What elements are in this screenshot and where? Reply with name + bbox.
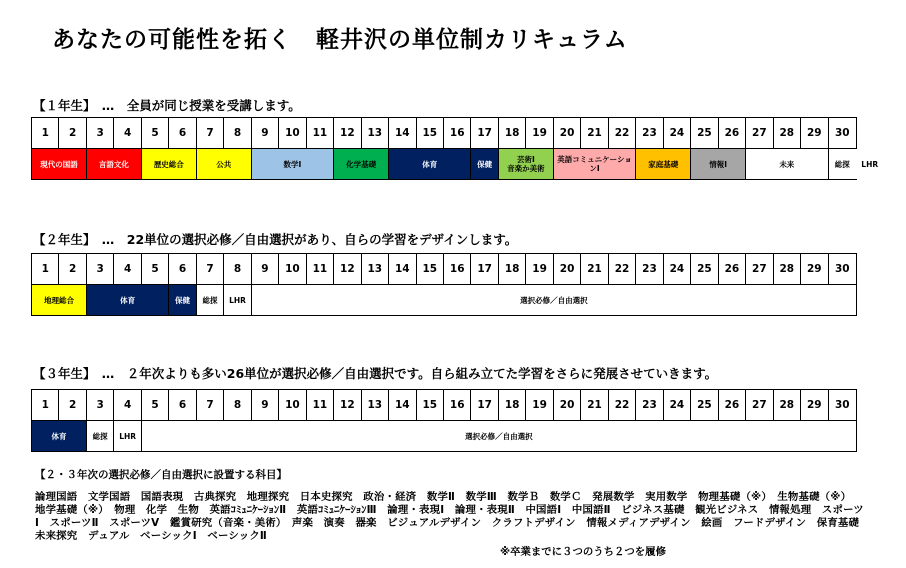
unit-number-cell: 10	[279, 390, 306, 420]
elective-subjects-heading: 【２・３年次の選択必修／自由選択に設置する科目】	[35, 469, 287, 481]
unit-number-cell: 29	[801, 254, 828, 284]
unit-number-cell: 13	[362, 118, 389, 148]
unit-number-cell: 23	[636, 118, 663, 148]
grade2-unit-numbers	[32, 254, 856, 285]
subject-cell: 選択必修／自由選択	[142, 421, 856, 451]
unit-number-cell: 24	[664, 118, 691, 148]
unit-number-cell: 8	[224, 254, 251, 284]
subject-cell: 選択必修／自由選択	[252, 285, 856, 315]
unit-number-cell: 14	[389, 390, 416, 420]
grade2-subjects	[32, 285, 856, 315]
unit-number-cell: 26	[719, 254, 746, 284]
unit-number-cell: 21	[581, 118, 608, 148]
subject-cell: 数学Ⅰ	[252, 149, 334, 179]
unit-number-cell: 27	[746, 118, 773, 148]
elective-subjects-list: 論理国語 文学国語 国語表現 古典探究 地理探究 日本史探究 政治・経済 数学Ⅱ 数学Ⅲ 数学Ｂ 数学Ｃ 発展数学 実用数学 物理基礎（※） 生物基礎（※） 地学基礎（※） 物理 化学 生物 英語ｺﾐｭﾆｹｰｼｮﾝⅡ 英語ｺﾐｭﾆｹｰｼｮﾝⅢ 論理・表現Ⅰ 論理・表現Ⅱ 中国語Ⅰ 中国語Ⅱ ビジネス基礎 観光ビジネス 情報処理 スポーツⅠ スポーツⅡ スポーツⅤ 鑑賞研究（音楽・美術） 声楽 演奏 器楽 ビジュアルデザイン クラフトデザイン 情報メディアデザイン 絵画 フードデザイン 保育基礎 未来探究 デュアル ベーシックⅠ ベーシックⅡ	[35, 491, 870, 542]
unit-number-cell: 4	[114, 118, 141, 148]
unit-number-cell: 25	[691, 254, 718, 284]
subject-cell: LHR	[856, 149, 883, 179]
subject-cell: LHR	[224, 285, 251, 315]
subject-cell: 歴史総合	[142, 149, 197, 179]
unit-number-cell: 2	[59, 254, 86, 284]
unit-number-cell: 11	[307, 390, 334, 420]
unit-number-cell: 6	[169, 118, 196, 148]
unit-number-cell: 16	[444, 390, 471, 420]
unit-number-cell: 19	[526, 118, 553, 148]
subject-cell: 情報Ⅰ	[691, 149, 746, 179]
subject-cell: 地理総合	[32, 285, 87, 315]
unit-number-cell: 4	[114, 254, 141, 284]
unit-number-cell: 20	[554, 390, 581, 420]
grade3-subjects	[32, 421, 856, 451]
unit-number-cell: 17	[471, 254, 498, 284]
unit-number-cell: 22	[609, 390, 636, 420]
unit-number-cell: 21	[581, 390, 608, 420]
unit-number-cell: 12	[334, 118, 361, 148]
unit-number-cell: 6	[169, 254, 196, 284]
subject-cell: 体育	[87, 285, 169, 315]
unit-number-cell: 26	[719, 118, 746, 148]
unit-number-cell: 11	[307, 254, 334, 284]
subject-cell: LHR	[114, 421, 141, 451]
unit-number-cell: 3	[87, 118, 114, 148]
subject-cell: 現代の国語	[32, 149, 87, 179]
unit-number-cell: 3	[87, 390, 114, 420]
unit-number-cell: 22	[609, 254, 636, 284]
unit-number-cell: 5	[142, 118, 169, 148]
unit-number-cell: 1	[32, 390, 59, 420]
unit-number-cell: 19	[526, 390, 553, 420]
unit-number-cell: 18	[499, 254, 526, 284]
unit-number-cell: 25	[691, 118, 718, 148]
unit-number-cell: 12	[334, 390, 361, 420]
grade3-unit-numbers	[32, 390, 856, 421]
unit-number-cell: 20	[554, 118, 581, 148]
grade1-heading: 【１年生】 … 全員が同じ授業を受講します。	[33, 98, 301, 113]
subject-cell: 保健	[471, 149, 498, 179]
unit-number-cell: 2	[59, 390, 86, 420]
unit-number-cell: 15	[417, 254, 444, 284]
unit-number-cell: 15	[417, 390, 444, 420]
grade1-subjects	[32, 149, 879, 179]
unit-number-cell: 19	[526, 254, 553, 284]
subject-cell: 総探	[829, 149, 856, 179]
unit-number-cell: 11	[307, 118, 334, 148]
subject-cell: 家庭基礎	[636, 149, 691, 179]
unit-number-cell: 30	[834, 127, 850, 139]
unit-number-cell: 29	[801, 118, 828, 148]
unit-number-cell: 9	[252, 118, 279, 148]
unit-number-cell: 9	[252, 390, 279, 420]
grade3-timetable	[31, 389, 857, 452]
grade1-timetable	[31, 117, 879, 180]
subject-cell: 言語文化	[87, 149, 142, 179]
elective-subjects-note: ※卒業までに３つのうち２つを履修	[500, 546, 666, 558]
unit-number-cell: 18	[499, 390, 526, 420]
unit-number-cell: 18	[499, 118, 526, 148]
unit-number-cell: 30	[834, 263, 850, 275]
grade3-heading: 【３年生】 … ２年次よりも多い26単位が選択必修／自由選択です。自ら組み立てた学習をさらに発展させていきます。	[33, 366, 718, 381]
unit-number-cell: 21	[581, 254, 608, 284]
unit-number-cell: 24	[664, 254, 691, 284]
unit-number-cell: 9	[252, 254, 279, 284]
unit-number-cell: 27	[746, 254, 773, 284]
unit-number-cell: 7	[197, 118, 224, 148]
unit-number-cell: 14	[389, 118, 416, 148]
unit-number-cell: 8	[224, 118, 251, 148]
unit-number-cell: 1	[32, 118, 59, 148]
unit-number-cell: 23	[636, 254, 663, 284]
unit-number-cell: 3	[87, 254, 114, 284]
unit-number-cell: 6	[169, 390, 196, 420]
subject-cell: 体育	[32, 421, 87, 451]
unit-number-cell: 10	[279, 254, 306, 284]
unit-number-cell: 1	[32, 254, 59, 284]
unit-number-cell: 17	[471, 390, 498, 420]
grade2-heading: 【２年生】 … 22単位の選択必修／自由選択があり、自らの学習をデザインします。	[33, 232, 518, 247]
unit-number-cell: 12	[334, 254, 361, 284]
unit-number-cell: 28	[774, 118, 801, 148]
unit-number-cell: 25	[691, 390, 718, 420]
subject-cell: 総探	[87, 421, 114, 451]
subject-cell: 化学基礎	[334, 149, 389, 179]
unit-number-cell: 5	[142, 390, 169, 420]
unit-number-cell: 2	[59, 118, 86, 148]
unit-number-cell: 20	[554, 254, 581, 284]
unit-number-cell: 14	[389, 254, 416, 284]
unit-number-cell: 13	[362, 254, 389, 284]
grade2-timetable	[31, 253, 857, 316]
subject-cell: 公共	[197, 149, 252, 179]
unit-number-cell: 30	[834, 399, 850, 411]
subject-cell: 未来	[746, 149, 828, 179]
subject-cell: 総探	[197, 285, 224, 315]
unit-number-cell: 13	[362, 390, 389, 420]
unit-number-cell: 7	[197, 390, 224, 420]
unit-number-cell: 27	[746, 390, 773, 420]
unit-number-cell: 4	[114, 390, 141, 420]
unit-number-cell: 16	[444, 118, 471, 148]
unit-number-cell: 23	[636, 390, 663, 420]
unit-number-cell: 17	[471, 118, 498, 148]
unit-number-cell: 8	[224, 390, 251, 420]
unit-number-cell: 22	[609, 118, 636, 148]
subject-cell: 芸術Ⅰ 音楽か美術	[499, 149, 554, 179]
unit-number-cell: 7	[197, 254, 224, 284]
page-title: あなたの可能性を拓く 軽井沢の単位制カリキュラム	[52, 27, 628, 53]
grade1-unit-numbers	[32, 118, 856, 149]
unit-number-cell: 15	[417, 118, 444, 148]
unit-number-cell: 29	[801, 390, 828, 420]
subject-cell: 英語コミュニケーションⅠ	[554, 149, 636, 179]
subject-cell: 体育	[389, 149, 471, 179]
unit-number-cell: 5	[142, 254, 169, 284]
unit-number-cell: 26	[719, 390, 746, 420]
subject-cell: 保健	[169, 285, 196, 315]
unit-number-cell: 24	[664, 390, 691, 420]
unit-number-cell: 16	[444, 254, 471, 284]
unit-number-cell: 28	[774, 390, 801, 420]
unit-number-cell: 10	[279, 118, 306, 148]
unit-number-cell: 28	[774, 254, 801, 284]
